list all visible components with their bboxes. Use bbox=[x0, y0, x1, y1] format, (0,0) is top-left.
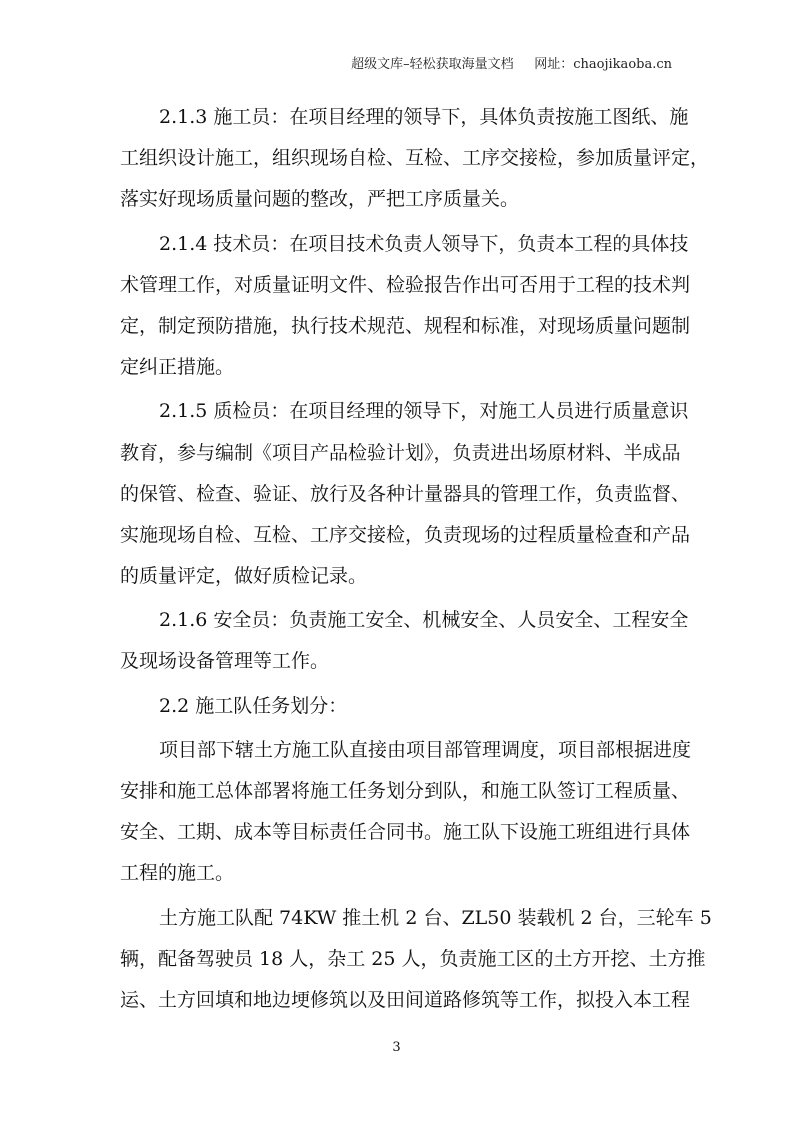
paragraph bbox=[120, 605, 689, 687]
paragraph bbox=[120, 229, 691, 394]
paragraph-line: 的质量评定，做好质检记录。 bbox=[120, 565, 368, 588]
paragraph-line: 定，制定预防措施，执行技术规范、规程和标准，对现场质量问题制 bbox=[120, 314, 691, 337]
paragraph-line: 工程的施工。 bbox=[120, 862, 235, 885]
paragraph-line: 土方施工队配 74KW 推土机 2 台、ZL50 装载机 2 台，三轮车 5 bbox=[159, 906, 712, 929]
paragraph-line: 工组织设计施工，组织现场自检、互检、工序交接检，参加质量评定， bbox=[120, 147, 710, 170]
document-body bbox=[120, 102, 712, 1026]
paragraph-line: 辆，配备驾驶员 18 人，杂工 25 人，负责施工区的土方开挖、土方推 bbox=[120, 947, 706, 970]
paragraph-line: 项目部下辖土方施工队直接由项目部管理调度，项目部根据进度 bbox=[159, 738, 692, 761]
paragraph-line: 教育，参与编制《项目产品检验计划》，负责进出场原材料、半成品 bbox=[120, 441, 681, 464]
paragraph-line: 2.1.3 施工员：在项目经理的领导下，具体负责按施工图纸、施 bbox=[159, 106, 689, 128]
paragraph-line: 安排和施工总体部署将施工任务划分到队，和施工队签订工程质量、 bbox=[120, 780, 691, 802]
paragraph-line: 及现场设备管理等工作。 bbox=[120, 650, 330, 673]
header-url: 网址：chaojikaoba.cn bbox=[534, 57, 672, 72]
page-number: 3 bbox=[392, 1040, 401, 1055]
paragraph-line: 2.2 施工队任务划分： bbox=[159, 694, 348, 717]
paragraph-line: 2.1.5 质检员：在项目经理的领导下，对施工人员进行质量意识 bbox=[159, 400, 689, 423]
paragraph-line: 运、土方回填和地边埂修筑以及田间道路修筑等工作，拟投入本工程 bbox=[120, 988, 691, 1011]
paragraph-line: 定纠正措施。 bbox=[120, 356, 235, 379]
paragraph-line: 2.1.6 安全员：负责施工安全、机械安全、人员安全、工程安全 bbox=[159, 609, 689, 632]
paragraph-line: 2.1.4 技术员：在项目技术负责人领导下，负责本工程的具体技 bbox=[159, 232, 689, 255]
paragraph bbox=[120, 735, 692, 900]
paragraph bbox=[120, 903, 712, 1027]
paragraph bbox=[120, 691, 672, 732]
paragraph bbox=[120, 102, 710, 226]
page-header bbox=[351, 53, 672, 72]
paragraph-line: 术管理工作，对质量证明文件、检验报告作出可否用于工程的技术判 bbox=[120, 273, 691, 296]
paragraph bbox=[120, 396, 691, 602]
paragraph-line: 安全、工期、成本等目标责任合同书。施工队下设施工班组进行具体 bbox=[120, 821, 691, 844]
paragraph-line: 实施现场自检、互检、工序交接检，负责现场的过程质量检查和产品 bbox=[120, 523, 691, 546]
paragraph-line: 落实好现场质量问题的整改，严把工序质量关。 bbox=[120, 188, 520, 211]
header-site: 超级文库–轻松获取海量文档 bbox=[351, 57, 514, 72]
paragraph-line: 的保管、检查、验证、放行及各种计量器具的管理工作，负责监督、 bbox=[120, 482, 691, 505]
